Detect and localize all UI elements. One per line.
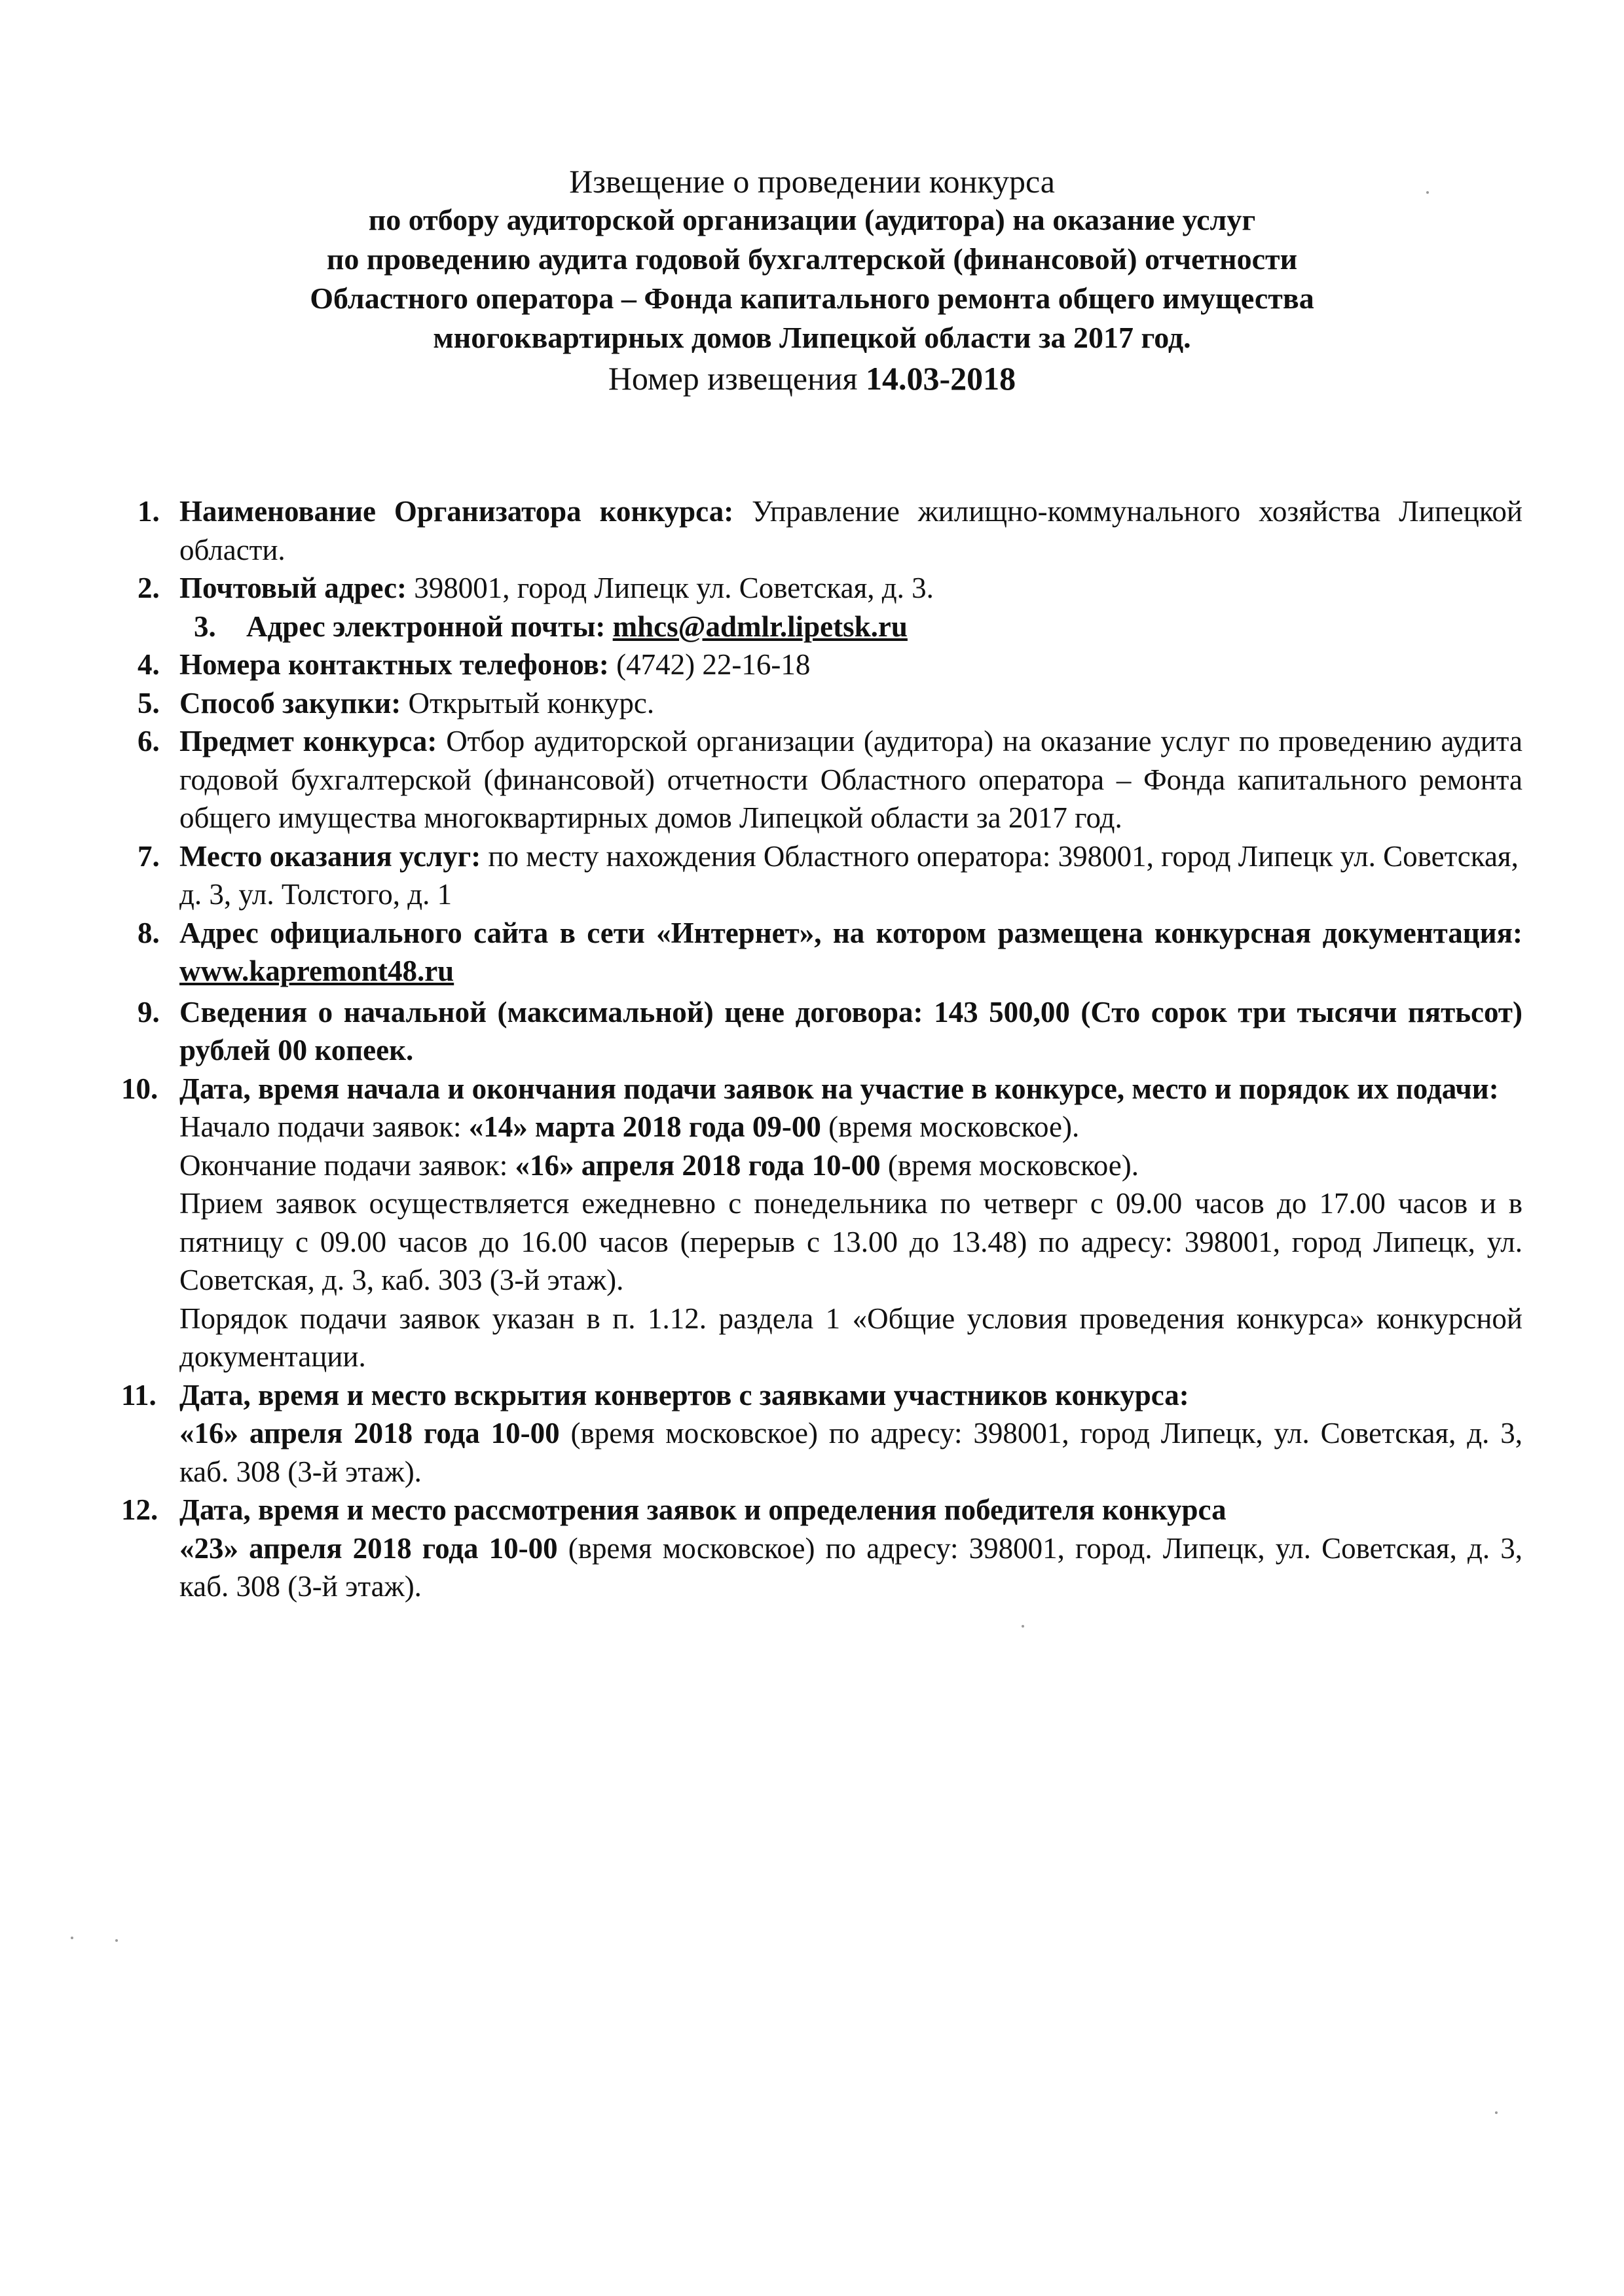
item-number: 4. (138, 648, 160, 681)
item-number: 10. (121, 1072, 158, 1105)
notice-subtitle-line-1: по отбору аудиторской организации (аудитора) на оказание услуг (368, 203, 1256, 236)
scan-speck (1426, 191, 1429, 194)
item-text: 398001, город Липецк ул. Советская, д. 3. (407, 572, 934, 604)
item-organizer (138, 492, 1522, 569)
application-start-label: Начало подачи заявок: (179, 1110, 469, 1143)
item-winner-determination (121, 1491, 1522, 1606)
application-start-date: «14» марта 2018 года 09-00 (468, 1110, 821, 1143)
item-application-dates (121, 1070, 1522, 1376)
winner-determination-text: (время московское) по адресу: 398001, город. Липецк, ул. Советская, д. 3, каб. 308 (3-й этаж). (179, 1531, 1522, 1603)
scan-speck (1495, 2111, 1498, 2114)
email-link[interactable]: mhcs@admlr.lipetsk.ru (612, 610, 908, 643)
notice-number-line (0, 359, 1624, 398)
notice-number: 14.03-2018 (866, 360, 1016, 397)
item-text: (4742) 22-16-18 (608, 648, 811, 681)
item-phones (138, 646, 1522, 684)
item-text: Отбор аудиторской организации (аудитора) на оказание услуг по проведению аудита годовой бухгалтерской (финансовой) отчетности Областного оператора – Фонда капитального ремонта общего имущества многоквартирных домов Липецкой области за 2017 год. (179, 725, 1522, 834)
item-label: Почтовый адрес: (179, 572, 407, 604)
notice-subtitle-line-4: многоквартирных домов Липецкой области за 2017 год. (433, 321, 1191, 354)
notice-number-label: Номер извещения (608, 360, 858, 397)
item-official-site (138, 914, 1522, 991)
notice-title: Извещение о проведении конкурса (569, 163, 1055, 200)
application-end-tz: (время московское). (880, 1148, 1139, 1182)
website-link[interactable]: www.kapremont48.ru (179, 955, 454, 987)
item-procurement-method (138, 684, 1522, 723)
item-text: по месту нахождения Областного оператора: 398001, город Липецк ул. Советская, д. 3, ул. Толстого, д. 1 (179, 839, 1519, 911)
item-text: Управление жилищно-коммунального хозяйства Липецкой области. (179, 495, 1523, 566)
item-label: Адрес официального сайта в сети «Интернет», на котором размещена конкурсная документация: (179, 916, 1522, 949)
item-number: 8. (138, 916, 160, 949)
item-number: 3. (194, 610, 216, 643)
item-heading: Дата, время начала и окончания подачи заявок на участие в конкурсе, место и порядок их подачи: (179, 1072, 1499, 1105)
notice-items (121, 492, 1523, 1606)
item-label: Предмет конкурса: (179, 725, 437, 757)
item-label: Способ закупки: (179, 686, 401, 720)
envelope-opening-date: «16» апреля 2018 года 10-00 (179, 1417, 560, 1449)
envelope-opening-text: (время московское) по адресу: 398001, город Липецк, ул. Советская, д. 3, каб. 308 (3-й этаж). (179, 1417, 1522, 1488)
item-number: 9. (138, 995, 160, 1029)
item-number: 12. (121, 1493, 158, 1526)
envelope-opening-details (179, 1414, 1522, 1491)
item-email (138, 608, 1522, 646)
item-number: 11. (121, 1378, 157, 1412)
item-number: 5. (138, 686, 160, 720)
notice-subtitle-line-2: по проведению аудита годовой бухгалтерской (финансовой) отчетности (326, 242, 1298, 276)
reception-schedule: Прием заявок осуществляется ежедневно с понедельника по четверг с 09.00 часов до 17.00 часов и в пятницу с 09.00 часов до 16.00 часов (перерыв с 13.00 до 13.48) по адресу: 398001, город Липецк, ул. Советская, д. 3, каб. 303 (3-й этаж). (179, 1187, 1522, 1296)
item-label: Место оказания услуг: (179, 839, 481, 873)
item-initial-price (138, 993, 1522, 1070)
item-label: Номера контактных телефонов: (179, 648, 609, 681)
item-postal-address (138, 569, 1522, 608)
winner-determination-date: «23» апреля 2018 года 10-00 (179, 1531, 558, 1565)
item-number: 2. (138, 572, 160, 604)
application-end-date: «16» апреля 2018 года 10-00 (515, 1148, 881, 1182)
item-envelope-opening (121, 1376, 1522, 1491)
scan-speck (1022, 1625, 1024, 1628)
item-heading: Дата, время и место рассмотрения заявок и определения победителя конкурса (179, 1493, 1227, 1526)
application-end (179, 1146, 1522, 1185)
item-number: 1. (138, 495, 160, 528)
application-end-label: Окончание подачи заявок: (179, 1148, 515, 1182)
item-heading: Дата, время и место вскрытия конвертов с заявками участников конкурса: (179, 1378, 1189, 1412)
notice-subtitle-line-3: Областного оператора – Фонда капитального ремонта общего имущества (310, 282, 1314, 315)
scan-speck (71, 1937, 73, 1939)
item-service-location (138, 837, 1522, 914)
notice-header (0, 162, 1624, 398)
item-text: Открытый конкурс. (401, 686, 655, 720)
application-start-tz: (время московское). (821, 1110, 1080, 1143)
item-number: 7. (138, 839, 160, 873)
item-label: Адрес электронной почты: (246, 610, 606, 643)
item-label: Наименование Организатора конкурса: (179, 495, 734, 528)
scan-speck (115, 1939, 118, 1942)
item-subject (138, 722, 1522, 837)
application-start (179, 1108, 1522, 1146)
item-number: 6. (138, 725, 160, 757)
item-text: Сведения о начальной (максимальной) цене договора: 143 500,00 (Сто сорок три тысячи пятьсот) рублей 00 копеек. (179, 995, 1522, 1066)
winner-determination-details (179, 1529, 1522, 1606)
submission-procedure: Порядок подачи заявок указан в п. 1.12. раздела 1 «Общие условия проведения конкурса» конкурсной документации. (179, 1302, 1522, 1373)
